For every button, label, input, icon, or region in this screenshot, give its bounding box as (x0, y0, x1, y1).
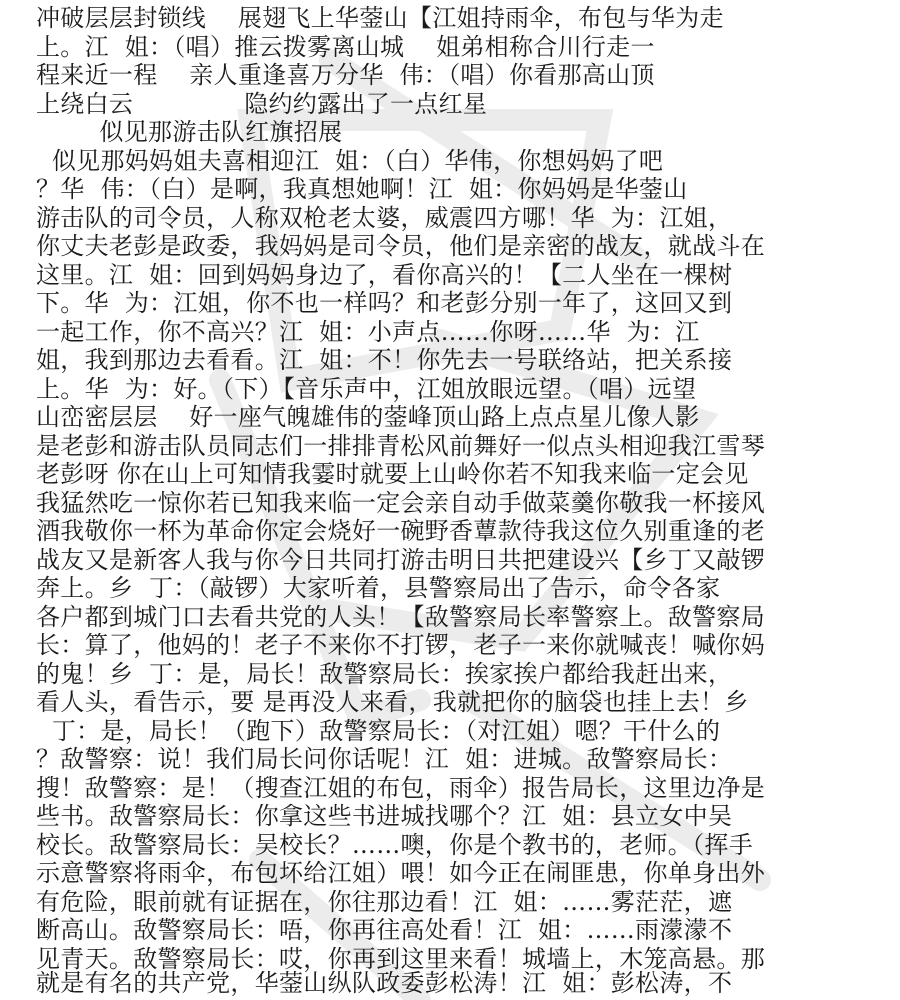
text-line: 就是有名的共产党，华蓥山纵队政委彭松涛！江 姐：彭松涛，不 (36, 969, 733, 997)
text-line: 看人头，看告示，要 是再没人来看，我就把你的脑袋也挂上去！乡 (36, 688, 749, 716)
text-line: 你丈夫老彭是政委，我妈妈是司令员，他们是亲密的战友，就战斗在 (36, 232, 765, 260)
text-line: 上。华 为：好。（下）【音乐声中，江姐放眼远望。（唱）远望 (36, 375, 697, 403)
text-line: 似见那妈妈姐夫喜相迎江 姐：（白）华伟，你想妈妈了吧 (36, 147, 664, 175)
text-line: 示意警察将雨伞，布包坏给江姐）喂！如今正在闹匪患，你单身出外 (36, 859, 765, 887)
text-line: 奔上。乡 丁：（敲锣）大家听着，县警察局出了告示，命令各家 (36, 574, 721, 602)
text-line: 酒我敬你一杯为革命你定会烧好一碗野香蕈款待我这位久别重逢的老 (36, 517, 765, 545)
text-line: 这里。江 姐：回到妈妈身边了，看你高兴的！【二人坐在一棵树 (36, 261, 733, 289)
text-line: 校长。敌警察局长：吴校长？……噢，你是个教书的，老师。（挥手 (36, 831, 753, 859)
text-line: 程来近一程 亲人重逢喜万分华 伟：（唱）你看那高山顶 (36, 61, 655, 89)
text-line: 我猛然吃一惊你若已知我来临一定会亲自动手做菜羹你敬我一杯接风 (36, 489, 765, 517)
text-line: 老彭呀 你在山上可知情我霎时就要上山岭你若不知我来临一定会见 (36, 460, 749, 488)
text-line: 有危险，眼前就有证据在，你往那边看！江 姐：……雾茫茫，遮 (36, 888, 733, 916)
text-line: 似见那游击队红旗招展 (36, 118, 343, 146)
text-line: 山峦密层层 好一座气魄雄伟的蓥峰顶山路上点点星儿像人影 (36, 403, 700, 431)
text-line: 搜！敌警察：是！（搜查江姐的布包，雨伞）报告局长，这里边净是 (36, 774, 765, 802)
text-line: 丁：是，局长！（跑下）敌警察局长：（对江姐）嗯？干什么的 (36, 717, 721, 745)
text-line: 见青天。敌警察局长：哎，你再到这里来看！城墙上，木笼高悬。那 (36, 945, 765, 973)
text-line: 长：算了，他妈的！老子不来你不打锣，老子一来你就喊丧！喊你妈 (36, 631, 765, 659)
text-line: 一起工作，你不高兴？江 姐：小声点……你呀……华 为：江 (36, 318, 700, 346)
text-line: 上绕白云 隐约约露出了一点红星 (36, 90, 488, 118)
text-line: 游击队的司令员，人称双枪老太婆，威震四方哪！华 为：江姐， (36, 204, 733, 232)
text-line: ？华 伟：（白）是啊，我真想她啊！江 姐：你妈妈是华蓥山 (36, 175, 688, 203)
text-line: 上。江 姐：（唱）推云拨雾离山城 姐弟相称合川行走一 (36, 33, 655, 61)
text-line: 是老彭和游击队员同志们一排排青松风前舞好一似点头相迎我江雪琴 (36, 432, 765, 460)
text-line: 断高山。敌警察局长：唔，你再往高处看！江 姐：……雨濛濛不 (36, 916, 733, 944)
text-line: 下。华 为：江姐，你不也一样吗？和老彭分别一年了，这回又到 (36, 289, 733, 317)
text-line: 冲破层层封锁线 展翅飞上华蓥山【江姐持雨伞，布包与华为走 (36, 4, 724, 32)
text-line: 战友又是新客人我与你今日共同打游击明日共把建设兴【乡丁又敲锣 (36, 546, 765, 574)
text-line: 各户都到城门口去看共党的人头！【敌警察局长率警察上。敌警察局 (36, 603, 765, 631)
text-line: 些书。敌警察局长：你拿这些书进城找哪个？江 姐：县立女中吴 (36, 802, 733, 830)
text-line: ？敌警察：说！我们局长问你话呢！江 姐：进城。敌警察局长： (36, 745, 733, 773)
text-line: 的鬼！乡 丁：是，局长！敌警察局长：挨家挨户都给我赶出来， (36, 660, 733, 688)
text-line: 姐，我到那边去看看。江 姐：不！你先去一号联络站，把关系接 (36, 346, 733, 374)
